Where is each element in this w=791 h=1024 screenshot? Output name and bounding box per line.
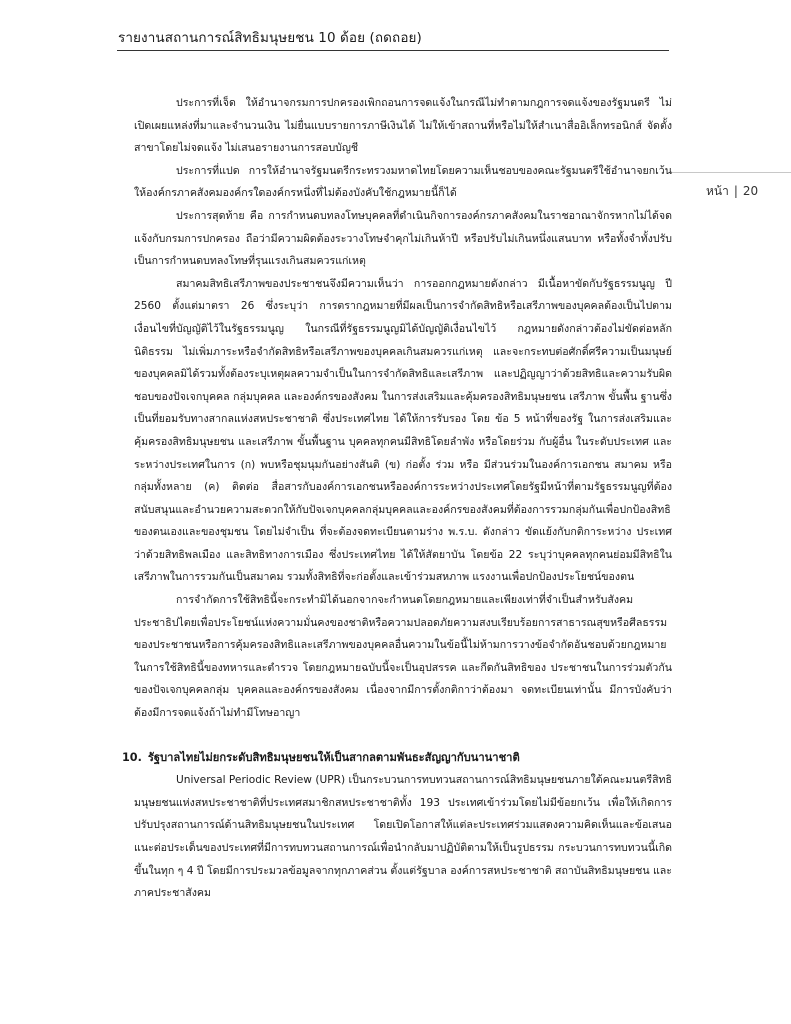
paragraph-association-opinion: สมาคมสิทธิเสรีภาพของประชาชนจึงมีความเห็นว่า การออกกฎหมายดังกล่าว มีเนื้อหาขัดกับรัฐธรรมนูญ ปี 2560 ตั้งแต่มาตรา 26 ซึ่งระบุว่า การตรากฎหมายที่มีผลเป็นการจำกัดสิทธิหรือเสรีภาพของบุคคลต้องเป็นไปตามเงื่อนไขที่บัญญัติไว้ในรัฐธรรมนูญ ในกรณีที่รัฐธรรมนูญมิได้บัญญัติเงื่อนไขไว้ กฎหมายดังกล่าวต้องไม่ขัดต่อหลักนิติธรรม ไม่เพิ่มภาระหรือจำกัดสิทธิหรือเสรีภาพของบุคคลเกินสมควรแก่เหตุ และจะกระทบต่อศักดิ์ศรีความเป็นมนุษย์ของบุคคลมิได้รวมทั้งต้องระบุเหตุผลความจำเป็นในการจำกัดสิทธิและเสรีภาพ และปฏิญญาว่าด้วยสิทธิและความรับผิดชอบของปัจเจกบุคคล กลุ่มบุคคล และองค์กรของสังคม ในการส่งเสริมและคุ้มครองสิทธิมนุษยชน เสรีภาพ ขั้นพื้น ฐานซึ่งเป็นที่ยอมรับทางสากลแห่งสหประชาชาติ ซึ่งประเทศไทย ได้ให้การรับรอง โดย ข้อ 5 หน้าที่ของรัฐ ในการส่งเสริมและคุ้มครองสิทธิมนุษยชน และเสรีภาพ ขั้นพื้นฐาน บุคคลทุกคนมีสิทธิโดยลำพัง หรือโดยร่วม กับผู้อื่น ในระดับประเทศ และระหว่างประเทศในการ (ก) พบหรือชุมนุมกันอย่างสันติ (ข) ก่อตั้ง ร่วม หรือ มีส่วนร่วมในองค์การเอกชน สมาคม หรือกลุ่มทั้งหลาย (ค) ติดต่อ สื่อสารกับองค์การเอกชนหรือองค์การระหว่างประเทศโดยรัฐมีหน้าที่ตามรัฐธรรมนูญที่ต้องสนับสนุนและอำนวยความสะดวกให้กับปัจเจกบุคคลกลุ่มบุคคลและองค์กรของสังคมที่ต้องการรวมกลุ่มกันเพื่อปกป้องสิทธิของตนเองและของชุมชน โดยไม่จำเป็น ที่จะต้องจดทะเบียนตามร่าง พ.ร.บ. ดังกล่าว ขัดแย้งกับกติการะหว่าง ประเทศว่าด้วยสิทธิพลเมือง และสิทธิทางการเมือง ซึ่งประเทศไทย ได้ให้สัตยาบัน โดยข้อ 22 ระบุว่าบุคคลทุกคนย่อมมีสิทธิในเสรีภาพในการรวมกันเป็นสมาคม รวมทั้งสิทธิที่จะก่อตั้งและเข้าร่วมสหภาพ แรงงานเพื่อปกป้องประโยชน์ของตน: [134, 277, 672, 584]
running-header: รายงานสถานการณ์สิทธิมนุษยชน 10 ด้อย (ถดถอย): [118, 30, 422, 46]
page-number: [706, 182, 758, 201]
page-number-rule: [672, 172, 791, 173]
header-rule: [117, 50, 669, 51]
document-body: [122, 92, 672, 905]
paragraph-restriction-rules: การจำกัดการใช้สิทธินี้จะกระทำมิได้นอกจากจะกำหนดโดยกฎหมายและเพียงเท่าที่จำเป็นสำหรับสังคม ประชาธิปไตยเพื่อประโยชน์แห่งความมั่นคงของชาติหรือความปลอดภัยความสงบเรียบร้อยการสาธารณสุขหรือศีลธรรมของประชาชนหรือการคุ้มครองสิทธิและเสรีภาพของบุคคลอื่นความในข้อนี้ไม่ห้ามการวางข้อจำกัดอันชอบด้วยกฎหมายในการใช้สิทธินี้ของทหารและตำรวจ โดยกฎหมายฉบับนี้จะเป็นอุปสรรค และกีดกันสิทธิของ ประชาชนในการร่วมตัวกันของปัจเจกบุคคลกลุ่ม บุคคลและองค์กรของสังคม เนื่องจากมีการตั้งกติกาว่าต้องมา จดทะเบียนเท่านั้น มีการบังคับว่าต้องมีการจดแจ้งถ้าไม่ทำมีโทษอาญา: [134, 594, 672, 720]
paragraph-8th-point: ประการที่แปด การให้อำนาจรัฐมนตรีกระทรวงมหาดไทยโดยความเห็นชอบของคณะรัฐมนตรีใช้อำนาจยกเว้นให้องค์กรภาคสังคมองค์กรใดองค์กรหนึ่งที่ไม่ต้องบังคับใช้กฎหมายนี้ก็ได้: [134, 164, 672, 200]
section-title: รัฐบาลไทยไม่ยกระดับสิทธิมนุษยชนให้เป็นสากลตามพันธะสัญญากับนานาชาติ: [147, 750, 520, 764]
paragraph-7th-point: ประการที่เจ็ด ให้อำนาจกรมการปกครองเพิกถอนการจดแจ้งในกรณีไม่ทำตามกฎการจดแจ้งของรัฐมนตรี ไม่เปิดเผยแหล่งที่มาและจำนวนเงิน ไม่ยื่นแบบรายการภาษีเงินได้ ไม่ให้เข้าสถานที่หรือไม่ให้สำเนาสื่ออิเล็กทรอนิกส์ จัดตั้งสาขาโดยไม่จดแจ้ง ไม่เสนอรายงานการสอบบัญชี: [134, 97, 672, 155]
section-heading: [122, 747, 672, 770]
page-label: หน้า: [706, 184, 729, 198]
page-number-value: 20: [742, 184, 759, 198]
page-separator: |: [733, 184, 738, 198]
paragraph-upr: Universal Periodic Review (UPR) เป็นกระบวนการทบทวนสถานการณ์สิทธิมนุษยชนภายใต้คณะมนตรีสิทธิมนุษยชนแห่งสหประชาชาติที่ประเทศสมาชิกสหประชาชาติทั้ง 193 ประเทศเข้าร่วมโดยไม่มีข้อยกเว้น เพื่อให้เกิดการปรับปรุงสถานการณ์ด้านสิทธิมนุษยชนในประเทศ โดยเปิดโอกาสให้แต่ละประเทศร่วมแสดงความคิดเห็นและข้อเสนอแนะต่อประเด็นของประเทศที่มีการทบทวนสถานการณ์เพื่อนำกลับมาปฏิบัติตามให้เป็นรูปธรรม กระบวนการทบทวนนี้เกิดขึ้นในทุก ๆ 4 ปี โดยมีการประมวลข้อมูลจากทุกภาคส่วน ตั้งแต่รัฐบาล องค์การสหประชาชาติ สถาบันสิทธิมนุษยชน และภาคประชาสังคม: [134, 774, 672, 900]
section-number: 10.: [122, 750, 142, 764]
paragraph-final-point: ประการสุดท้าย คือ การกำหนดบทลงโทษบุคคลที่ดำเนินกิจการองค์กรภาคสังคมในราชอาณาจักรหากไม่ได้จดแจ้งกับกรมการปกครอง ถือว่ามีความผิดต้องระวางโทษจำคุกไม่เกินห้าปี หรือปรับไม่เกินหนึ่งแสนบาท หรือทั้งจำทั้งปรับ เป็นการกำหนดบทลงโทษที่รุนแรงเกินสมควรแก่เหตุ: [134, 209, 672, 268]
